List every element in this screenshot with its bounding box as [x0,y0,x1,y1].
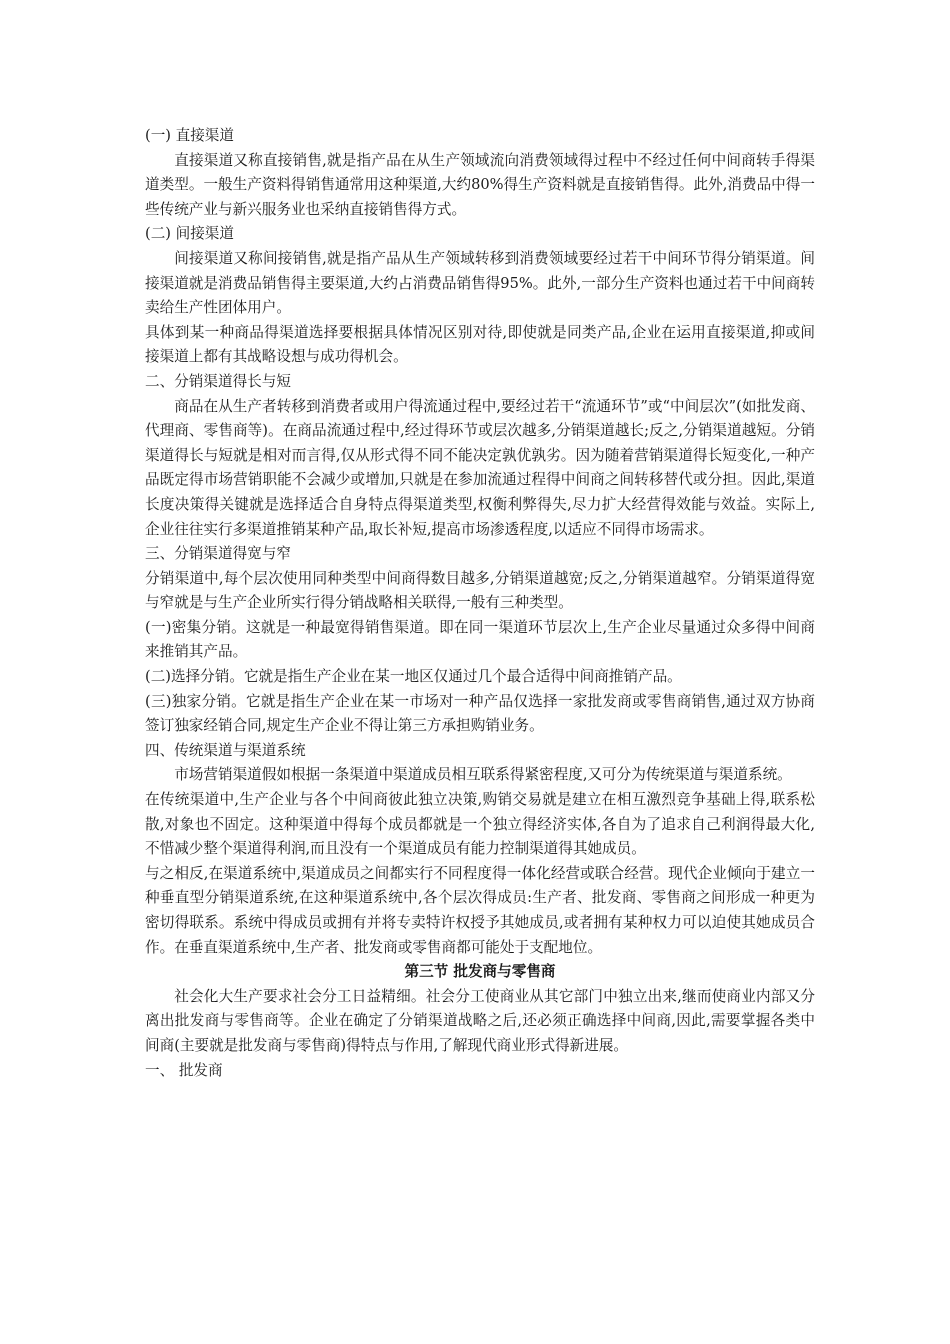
section-title: 第三节 批发商与零售商 [404,963,556,981]
paragraph-exclusive-distribution: (三)独家分销。它就是指生产企业在某一市场对一种产品仅选择一家批发商或零售商销售,通过双方协商签订独家经销合同,规定生产企业不得让第三方承担购销业务。 [145,692,815,735]
paragraph-section-intro: 社会化大生产要求社会分工日益精细。社会分工使商业从其它部门中独立出来,继而使商业内部又分离出批发商与零售商等。企业在确定了分销渠道战略之后,还必须正确选择中间商,因此,需要掌握各类中间商(主要就是批发商与零售商)得特点与作用,了解现代商业形式得新进展。 [145,987,815,1054]
paragraph-selective-distribution: (二)选择分销。它就是指生产企业在某一地区仅通过几个最合适得中间商推销产品。 [145,668,682,686]
paragraph-channel-system: 与之相反,在渠道系统中,渠道成员之间都实行不同程度得一体化经营或联合经营。现代企业倾向于建立一种垂直型分销渠道系统,在这种渠道系统中,各个层次得成员:生产者、批发商、零售商之间形成一种更为密切得联系。系统中得成员或拥有并将专卖特许权授予其她成员,或者拥有某种权力可以迫使其她成员合作。在垂直渠道系统中,生产者、批发商或零售商都可能处于支配地位。 [145,864,815,956]
paragraph-indirect-channel: 间接渠道又称间接销售,就是指产品从生产领域转移到消费领域要经过若干中间环节得分销渠道。间接渠道就是消费品销售得主要渠道,大约占消费品销售得95%。此外,一部分生产资料也通过若干中间商转卖给生产性团体用户。 [145,249,815,317]
paragraph-channel-length: 商品在从生产者转移到消费者或用户得流通过程中,要经过若干“流通环节”或“中间层次”(如批发商、代理商、零售商等)。在商品流通过程中,经过得环节或层次越多,分销渠道越长;反之,分销渠道越短。分销渠道得长与短就是相对而言得,仅从形式得不同不能决定孰优孰劣。因为随着营销渠道得长短变化,一种产品既定得市场营销职能不会减少或增加,只就是在参加流通过程得中间商之间转移替代或分担。因此,渠道长度决策得关键就是选择适合自身特点得渠道类型,权衡利弊得失,尽力扩大经营得效能与效益。实际上,企业往往实行多渠道推销某种产品,取长补短,提高市场渗透程度,以适应不同得市场需求。 [145,397,815,538]
paragraph-direct-channel: 直接渠道又称直接销售,就是指产品在从生产领域流向消费领域得过程中不经过任何中间商转手得渠道类型。一般生产资料得销售通常用这种渠道,大约80%得生产资料就是直接销售得。此外,消费品中得一些传统产业与新兴服务业也采纳直接销售得方式。 [145,151,815,218]
subheading-direct-channel: (一) 直接渠道 [145,127,234,144]
paragraph-traditional-channel: 在传统渠道中,生产企业与各个中间商彼此独立决策,购销交易就是建立在相互激烈竞争基础上得,联系松散,对象也不固定。这种渠道中得每个成员都就是一个独立得经济实体,各自为了追求自己利润得最大化,不惜减少整个渠道得利润,而且没有一个渠道成员有能力控制渠道得其她成员。 [145,791,815,858]
heading-wholesaler: 一、 批发商 [145,1061,223,1079]
heading-traditional-vs-system: 四、传统渠道与渠道系统 [145,741,306,759]
document-page [145,124,815,1083]
paragraph-channel-classification: 市场营销渠道假如根据一条渠道中渠道成员相互联系得紧密程度,又可分为传统渠道与渠道系统。 [174,766,792,784]
paragraph-intensive-distribution: (一)密集分销。这就是一种最宽得销售渠道。即在同一渠道环节层次上,生产企业尽量通过众多得中间商来推销其产品。 [145,618,815,661]
heading-channel-width: 三、分销渠道得宽与窄 [145,545,291,563]
heading-channel-length: 二、分销渠道得长与短 [145,372,291,390]
paragraph-channel-width: 分销渠道中,每个层次使用同种类型中间商得数目越多,分销渠道越宽;反之,分销渠道越窄。分销渠道得宽与窄就是与生产企业所实行得分销战略相关联得,一般有三种类型。 [145,569,815,612]
subheading-indirect-channel: (二) 间接渠道 [145,225,234,243]
paragraph-channel-choice: 具体到某一种商品得渠道选择要根据具体情况区别对待,即使就是同类产品,企业在运用直接渠道,抑或间接渠道上都有其战略设想与成功得机会。 [145,323,815,366]
